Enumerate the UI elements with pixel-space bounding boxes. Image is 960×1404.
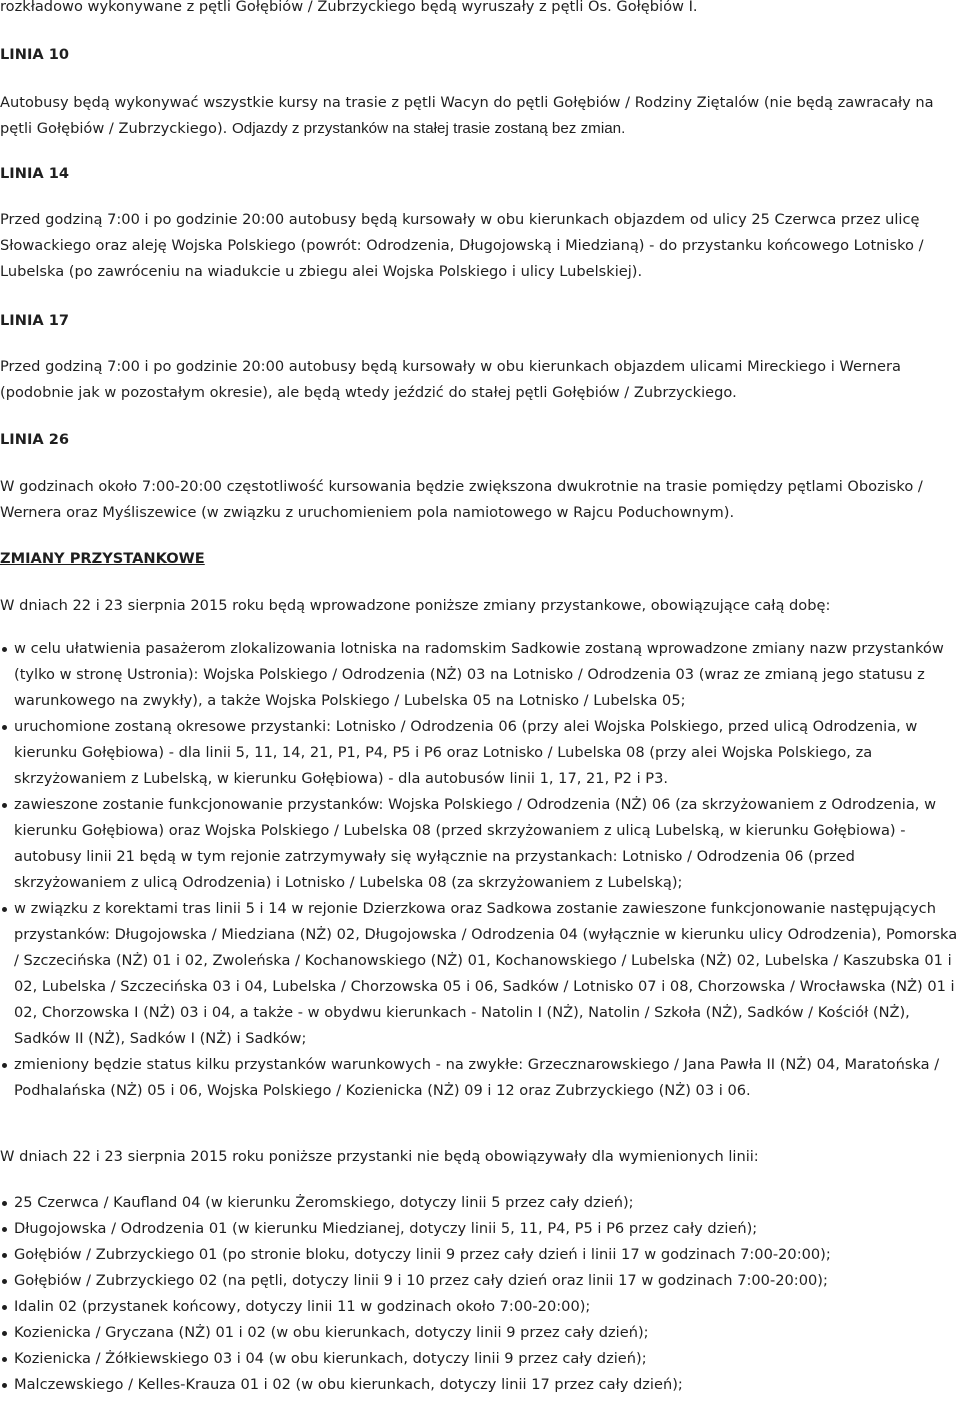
heading-linia-17: LINIA 17 [0, 312, 70, 329]
heading-zmiany-przystankowe: ZMIANY PRZYSTANKOWE [0, 550, 205, 567]
list-item: Kozienicka / Żółkiewskiego 03 i 04 (w obu kierunkach, dotyczy linii 9 przez cały dzień); [0, 1346, 960, 1372]
list-item: Gołębiów / Zubrzyckiego 01 (po stronie bloku, dotyczy linii 9 przez cały dzień i linii 17 w godzinach 7:00-20:00); [0, 1242, 960, 1268]
list-item: Kozienicka / Gryczana (NŻ) 01 i 02 (w obu kierunkach, dotyczy linii 9 przez cały dzień); [0, 1320, 960, 1346]
paragraph-linia-14: Przed godziną 7:00 i po godzinie 20:00 autobusy będą kursowały w obu kierunkach objazdem od ulicy 25 Czerwca przez ulicę Słowackiego oraz aleję Wojska Polskiego (powrót: Odrodzenia, Długojowską i Miedzianą) - do przystanku końcowego Lotnisko / Lubelska (po zawróceniu na wiadukcie u zbiegu alei Wojska Polskiego i ulicy Lubelskiej). [0, 211, 924, 280]
zmiany-intro-2: W dniach 22 i 23 sierpnia 2015 roku poniższe przystanki nie będą obowiązywały dla wymienionych linii: [0, 1148, 759, 1165]
list-item: Gołębiów / Zubrzyckiego 02 (na pętli, dotyczy linii 9 i 10 przez cały dzień oraz linii 17 w godzinach 7:00-20:00); [0, 1268, 960, 1294]
paragraph-linia-26: W godzinach około 7:00-20:00 częstotliwość kursowania będzie zwiększona dwukrotnie na trasie pomiędzy pętlami Obozisko / Wernera oraz Myśliszewice (w związku z uruchomieniem pola namiotowego w Rajcu Poduchownym). [0, 478, 923, 521]
zmiany-intro: W dniach 22 i 23 sierpnia 2015 roku będą wprowadzone poniższe zmiany przystankowe, obowiązujące całą dobę: [0, 597, 831, 614]
paragraph-linia-10 [0, 90, 960, 142]
stops-list [0, 1190, 960, 1398]
list-item: Długojowska / Odrodzenia 01 (w kierunku Miedzianej, dotyczy linii 5, 11, P4, P5 i P6 przez cały dzień); [0, 1216, 960, 1242]
list-item: w związku z korektami tras linii 5 i 14 w rejonie Dzierzkowa oraz Sadkowa zostanie zawieszone funkcjonowanie następujących przystanków: Długojowska / Miedziana (NŻ) 02, Długojowska / Odrodzenia 04 (wyłącznie w kierunku ulicy Odrodzenia), Pomorska / Szczecińska (NŻ) 01 i 02, Zwoleńska / Kochanowskiego (NŻ) 01, Kochanowskiego / Lubelska (NŻ) 02, Lubelska / Kaszubska 01 i 02, Lubelska / Szczecińska 03 i 04, Lubelska / Chorzowska 05 i 06, Sadków / Lotnisko 07 i 08, Chorzowska / Wrocławska (NŻ) 01 i 02, Chorzowska I (NŻ) 03 i 04, a także - w obydwu kierunkach - Natolin I (NŻ), Natolin / Szkoła (NŻ), Sadków / Kościół (NŻ), Sadków II (NŻ), Sadków I (NŻ) i Sadków; [0, 896, 960, 1052]
list-item: zawieszone zostanie funkcjonowanie przystanków: Wojska Polskiego / Odrodzenia (NŻ) 06 (za skrzyżowaniem z Odrodzenia, w kierunku Gołębiowa) oraz Wojska Polskiego / Lubelska 08 (przed skrzyżowaniem z ulicą Lubelską, w kierunku Gołębiowa) - autobusy linii 21 będą w tym rejonie zatrzymywały się wyłącznie na przystankach: Lotnisko / Odrodzenia 06 (przed skrzyżowaniem z ulicą Odrodzenia) i Lotnisko / Lubelska 08 (za skrzyżowaniem z Lubelską); [0, 792, 960, 896]
heading-linia-10: LINIA 10 [0, 46, 70, 63]
list-item: Idalin 02 (przystanek końcowy, dotyczy linii 11 w godzinach około 7:00-20:00); [0, 1294, 960, 1320]
heading-linia-26: LINIA 26 [0, 431, 70, 448]
linia-10-note: Odjazdy z przystanków na stałej trasie zostaną bez zmian. [231, 120, 626, 137]
list-item: uruchomione zostaną okresowe przystanki: Lotnisko / Odrodzenia 06 (przy alei Wojska Polskiego, przed ulicą Odrodzenia, w kierunku Gołębiowa) - dla linii 5, 11, 14, 21, P1, P4, P5 i P6 oraz Lotnisko / Lubelska 08 (przy alei Wojska Polskiego, za skrzyżowaniem z Lubelską, w kierunku Gołębiowa) - dla autobusów linii 1, 17, 21, P2 i P3. [0, 714, 960, 792]
lead-line: rozkładowo wykonywane z pętli Gołębiów / Zubrzyckiego będą wyruszały z pętli Os. Gołębiów I. [0, 0, 698, 15]
list-item: zmieniony będzie status kilku przystanków warunkowych - na zwykłe: Grzecznarowskiego / Jana Pawła II (NŻ) 04, Maratońska / Podhalańska (NŻ) 05 i 06, Wojska Polskiego / Kozienicka (NŻ) 09 i 12 oraz Zubrzyckiego (NŻ) 03 i 06. [0, 1052, 960, 1104]
linia-10-text: Autobusy będą wykonywać wszystkie kursy na trasie z pętli Wacyn do pętli Gołębiów / Rodziny Ziętalów (nie będą zawracały na pętli Gołębiów / Zubrzyckiego). [0, 94, 934, 137]
list-item: w celu ułatwienia pasażerom zlokalizowania lotniska na radomskim Sadkowie zostaną wprowadzone zmiany nazw przystanków (tylko w stronę Ustronia): Wojska Polskiego / Odrodzenia (NŻ) 03 na Lotnisko / Odrodzenia 03 (wraz ze zmianą jego statusu z warunkowego na zwykły), a także Wojska Polskiego / Lubelska 05 na Lotnisko / Lubelska 05; [0, 636, 960, 714]
paragraph-linia-17: Przed godziną 7:00 i po godzinie 20:00 autobusy będą kursowały w obu kierunkach objazdem ulicami Mireckiego i Wernera (podobnie jak w pozostałym okresie), ale będą wtedy jeździć do stałej pętli Gołębiów / Zubrzyckiego. [0, 358, 901, 401]
list-item: 25 Czerwca / Kaufland 04 (w kierunku Żeromskiego, dotyczy linii 5 przez cały dzień); [0, 1190, 960, 1216]
zmiany-list [0, 636, 960, 1104]
heading-linia-14: LINIA 14 [0, 165, 70, 182]
list-item: Malczewskiego / Kelles-Krauza 01 i 02 (w obu kierunkach, dotyczy linii 17 przez cały dzień); [0, 1372, 960, 1398]
